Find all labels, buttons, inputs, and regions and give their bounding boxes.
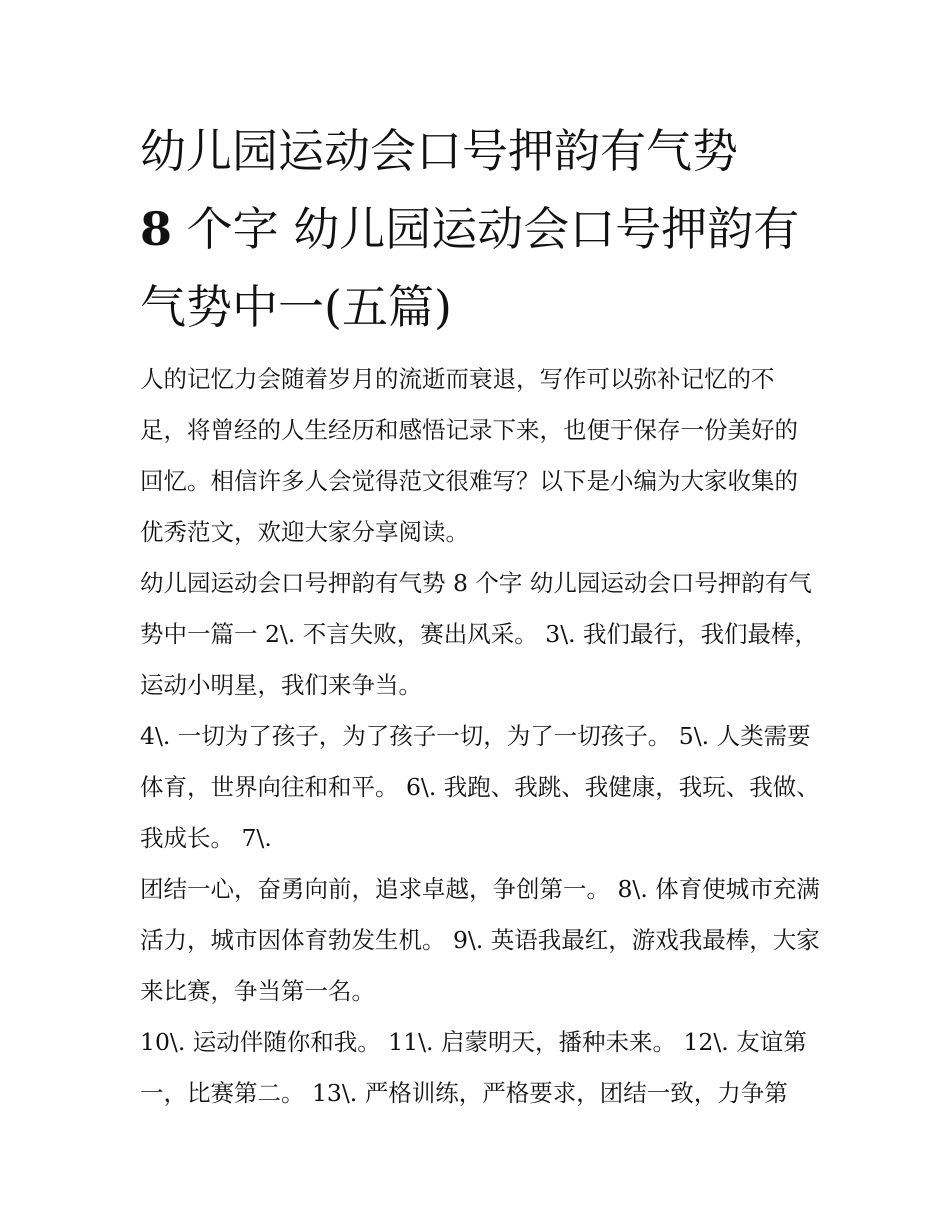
paragraph-slogans-3: 团结一心，奋勇向前，追求卓越，争创第一。 8\. 体育使城市充满活力，城市因体育勃发生机。 9\. 英语我最红，游戏我最棒，大家来比赛，争当第一名。 bbox=[140, 875, 820, 1005]
paragraph-slogans-4: 10\. 运动伴随你和我。 11\. 启蒙明天，播种未来。 12\. 友谊第一，比赛第二。 13\. 严格训练，严格要求，团结一致，力争第 bbox=[140, 1028, 807, 1107]
document-title bbox=[140, 112, 820, 346]
paragraph-intro: 人的记忆力会随着岁月的流逝而衰退，写作可以弥补记忆的不足，将曾经的人生经历和感悟记录下来，也便于保存一份美好的回忆。相信许多人会觉得范文很难写？以下是小编为大家收集的优秀范文，欢迎大家分享阅读。 bbox=[140, 365, 798, 546]
paragraph-slogans-1: 幼儿园运动会口号押韵有气势 8 个字 幼儿园运动会口号押韵有气势中一篇一 2\. 不言失败，赛出风采。 3\. 我们最行，我们最棒，运动小明星，我们来争当。 bbox=[140, 569, 819, 699]
title-part-1: 幼儿园运动会口号押韵有气势 bbox=[140, 124, 738, 178]
title-part-2: 个字 幼儿园运动会口号押韵有气势中一(五篇) bbox=[140, 202, 800, 334]
document-body bbox=[140, 354, 820, 1119]
title-number: 8 bbox=[140, 202, 173, 256]
paragraph-slogans-2: 4\. 一切为了孩子，为了孩子一切，为了一切孩子。 5\. 人类需要体育，世界向往和和平。 6\. 我跑、我跳、我健康，我玩、我做、我成长。 7\. bbox=[140, 722, 820, 852]
